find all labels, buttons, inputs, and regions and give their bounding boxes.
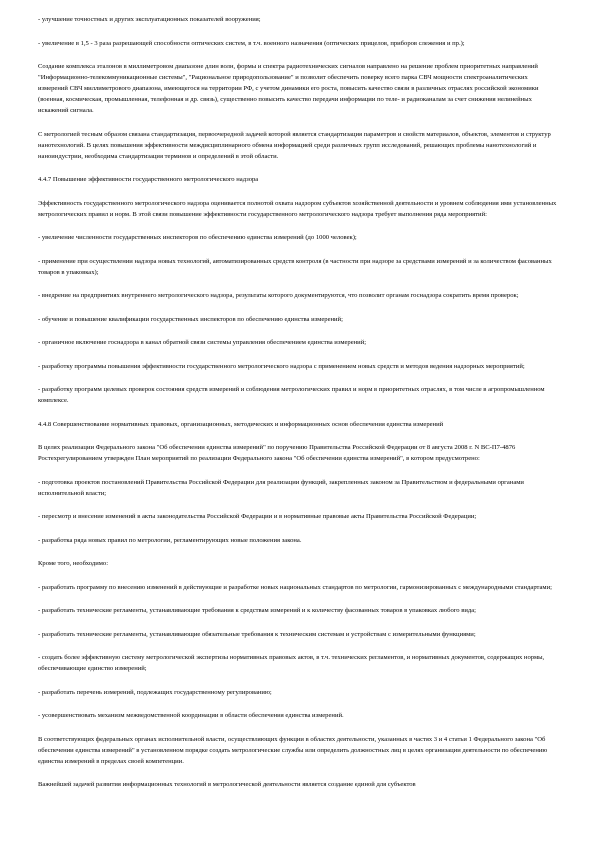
section-heading: 4.4.7 Повышение эффективности государственного метрологического надзора <box>38 176 259 183</box>
list-item: - разработать перечень измерений, подлежащих государственному регулированию; <box>38 688 272 696</box>
paragraph: Важнейшей задачей развития информационных технологий в метрологической деятельности является создание единой для субъектов <box>38 781 416 788</box>
list-item: - разработка ряда новых правил по метрологии, регламентирующих новые положения закона. <box>38 536 302 544</box>
list-item: - разработать программу по внесению изменений в действующие и разработке новых национальных стандартов по метрологии, гармонизированных с международными стандартами; <box>38 583 552 591</box>
paragraph: В соответствующих федеральных органах исполнительной власти, осуществляющих функции в областях деятельности, указанных в частях 3 и 4 статьи 1 Федерального закона "Об обеспечении единства измерений" в установленном порядке создать метрологические службы или определить должностных лиц в целях организации деятельности по обеспечению единства измерений в пределах своей компетенции. <box>38 735 548 765</box>
list-item: - применение при осуществлении надзора новых технологий, автоматизированных средств контроля (в частности при надзоре за средствами измерений и за количеством фасованных товаров в упаковках); <box>38 257 552 276</box>
paragraph: Создание комплекса эталонов в миллиметровом диапазоне длин волн, формы и спектра радиотехнических сигналов направлено на решение проблем приоритетных направлений "Информационно-телекоммуникационные системы", "Рациональное природопользование" и позволит обеспечить поверку всего парка СВЧ мощности спектроаналитических измерений СВЧ миллиметрового диапазона, имеющегося на территории РФ, с учетом динамики его роста, повысить качество связи в различных отраслях российской экономики (военная, космическая, промышленная, телефонная и др. связь), существенно повысить качество передачи информации по теле- и радиоканалам за счет снижения нелинейных искажений сигнала. <box>38 63 539 114</box>
list-item: - пересмотр и внесение изменений в акты законодательства Российской Федерации и в нормативные правовые акты Правительства Российской Федерации; <box>38 513 477 520</box>
list-item: - разработать технические регламенты, устанавливающие требования к средствам измерений и к количеству фасованных товаров в упаковках любого вида; <box>38 607 476 614</box>
list-item: - внедрение на предприятиях внутреннего метрологического надзора, результаты которого документируются, что позволит органам госнадзора сократить время проверок; <box>38 292 519 299</box>
section-heading: 4.4.8 Совершенствование нормативных правовых, организационных, методических и информационных основ обеспечения единства измерений <box>38 420 444 428</box>
list-item: - разработку программы повышения эффективности государственного метрологического надзора с применением новых средств и методов ведения надзорных мероприятий; <box>38 362 525 370</box>
list-item: - увеличение численности государственных инспекторов по обеспечению единства измерений (до 1000 человек); <box>38 234 357 241</box>
paragraph: Кроме того, необходимо: <box>38 560 109 567</box>
paragraph: - улучшение точностных и других эксплуатационных показателей вооружения; <box>38 16 261 23</box>
list-item: - создать более эффективную систему метрологической экспертизы нормативных правовых актов, в т.ч. технических регламентов, и нормативных документов, содержащих нормы, обеспечивающие единство измерений; <box>38 654 545 672</box>
list-item: - разработать технические регламенты, устанавливающие обязательные требования к техническим системам и устройствам с измерительными функциями; <box>38 630 476 638</box>
paragraph: В целях реализации Федерального закона "Об обеспечении единства измерений" по поручению Правительства Российской Федерации от 8 августа 2008 г. N ВС-П7-4876 Ростехрегулированием утвержден План мероприятий по реализации Федерального закона "Об обеспечении единства измерений", в котором предусмотрено: <box>38 444 516 462</box>
list-item: - органичное включение госнадзора в канал обратной связи системы управления обеспечением единства измерений; <box>38 339 367 346</box>
list-item: - подготовка проектов постановлений Правительства Российской Федерации для реализации функций, закрепленных законом за Правительством и федеральными органами исполнительной власти; <box>38 478 524 497</box>
list-item: - обучение и повышение квалификации государственных инспекторов по обеспечению единства измерений; <box>38 315 343 323</box>
paragraph: С метрологией тесным образом связана стандартизация, первоочередной задачей которой является стандартизация параметров и свойств материалов, объектов, элементов и структур нанотехнологий. В целях повышения эффективности междисциплинарного обмена информацией среди различных групп исследований, решающих проблемы нанотехнологий и наноиндустрии, необходима стандартизация терминов и определений в этой области. <box>38 130 551 160</box>
list-item: - разработку программ целевых проверок состояния средств измерений и соблюдения метрологических правил и норм в приоритетных отраслях, в том числе в агропромышленном комплексе. <box>38 386 545 404</box>
list-item: - усовершенствовать механизм межведомственной координации в области обеспечения единства измерений. <box>38 712 344 719</box>
paragraph: - увеличение в 1,5 - 3 раза разрешающей способности оптических систем, в т.ч. военного назначения (оптических прицелов, приборов слежения и пр.); <box>38 39 465 47</box>
paragraph: Эффективность государственного метрологического надзора оценивается полнотой охвата надзором субъектов хозяйственной деятельности и уровнем соблюдения ими установленных метрологических правил и норм. В этой связи повышение эффективности государственного метрологического надзора требует выполнения ряда мероприятий: <box>38 199 557 218</box>
